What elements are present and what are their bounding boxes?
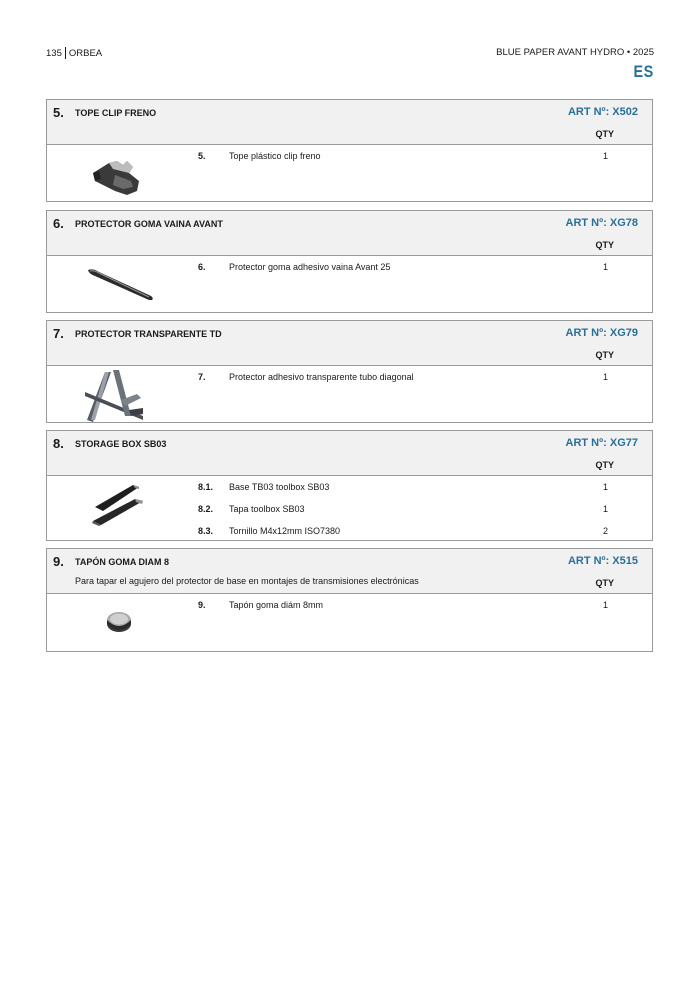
item-description: Tapón goma diám 8mm xyxy=(229,600,324,610)
list-item xyxy=(47,372,652,384)
section-title: PROTECTOR GOMA VAINA AVANT xyxy=(75,219,223,229)
section-title: STORAGE BOX SB03 xyxy=(75,439,167,449)
qty-header: QTY xyxy=(595,240,614,250)
list-item xyxy=(47,526,652,538)
page-header-left xyxy=(46,47,102,59)
section-number: 9. xyxy=(53,554,64,569)
item-qty: 2 xyxy=(602,526,608,536)
section-number: 7. xyxy=(53,326,64,341)
section-number: 5. xyxy=(53,105,64,120)
item-number: 8.3. xyxy=(198,526,214,536)
item-description: Tope plástico clip freno xyxy=(229,151,321,161)
document-title: BLUE PAPER AVANT HYDRO • 2025 xyxy=(496,47,654,58)
section-title: TAPÓN GOMA DIAM 8 xyxy=(75,557,169,567)
item-number: 8.1. xyxy=(198,482,214,492)
qty-header: QTY xyxy=(595,129,614,139)
article-number: ART Nº: X515 xyxy=(567,555,638,567)
section-header xyxy=(47,431,652,476)
item-description: Protector goma adhesivo vaina Avant 25 xyxy=(229,262,391,272)
list-item xyxy=(47,482,652,494)
item-description: Tornillo M4x12mm ISO7380 xyxy=(229,526,341,536)
item-qty: 1 xyxy=(602,372,608,382)
item-description: Base TB03 toolbox SB03 xyxy=(229,482,330,492)
item-qty: 1 xyxy=(602,504,608,514)
section-6 xyxy=(46,210,653,313)
section-header xyxy=(47,549,652,594)
brand-name: ORBEA xyxy=(68,47,103,59)
article-number: ART Nº: X502 xyxy=(567,106,638,118)
item-qty: 1 xyxy=(602,262,608,272)
item-number: 8.2. xyxy=(198,504,214,514)
section-header xyxy=(47,100,652,145)
section-number: 6. xyxy=(53,216,64,231)
section-9 xyxy=(46,548,653,652)
section-description: Para tapar el agujero del protector de base en montajes de transmisiones electrónicas xyxy=(75,576,419,586)
item-description: Tapa toolbox SB03 xyxy=(229,504,305,514)
article-number: ART Nº: XG79 xyxy=(565,327,638,339)
item-qty: 1 xyxy=(602,151,608,161)
section-header xyxy=(47,211,652,256)
item-qty: 1 xyxy=(602,600,608,610)
page-number: 135 xyxy=(46,47,62,59)
item-number: 6. xyxy=(198,262,206,272)
list-item xyxy=(47,262,652,274)
article-number: ART Nº: XG78 xyxy=(565,217,638,229)
section-7 xyxy=(46,320,653,423)
qty-header: QTY xyxy=(595,460,614,470)
item-description: Protector adhesivo transparente tubo diagonal xyxy=(229,372,414,382)
article-number: ART Nº: XG77 xyxy=(565,437,638,449)
item-number: 9. xyxy=(198,600,206,610)
item-number: 5. xyxy=(198,151,206,161)
list-item xyxy=(47,504,652,516)
header-divider xyxy=(65,47,66,59)
qty-header: QTY xyxy=(595,578,614,588)
section-5 xyxy=(46,99,653,202)
section-8 xyxy=(46,430,653,541)
section-title: PROTECTOR TRANSPARENTE TD xyxy=(75,329,222,339)
list-item xyxy=(47,600,652,612)
section-title: TOPE CLIP FRENO xyxy=(75,108,157,118)
section-number: 8. xyxy=(53,436,64,451)
item-number: 7. xyxy=(198,372,206,382)
qty-header: QTY xyxy=(595,350,614,360)
list-item xyxy=(47,151,652,163)
section-header xyxy=(47,321,652,366)
language-code: ES xyxy=(633,62,654,81)
item-qty: 1 xyxy=(602,482,608,492)
